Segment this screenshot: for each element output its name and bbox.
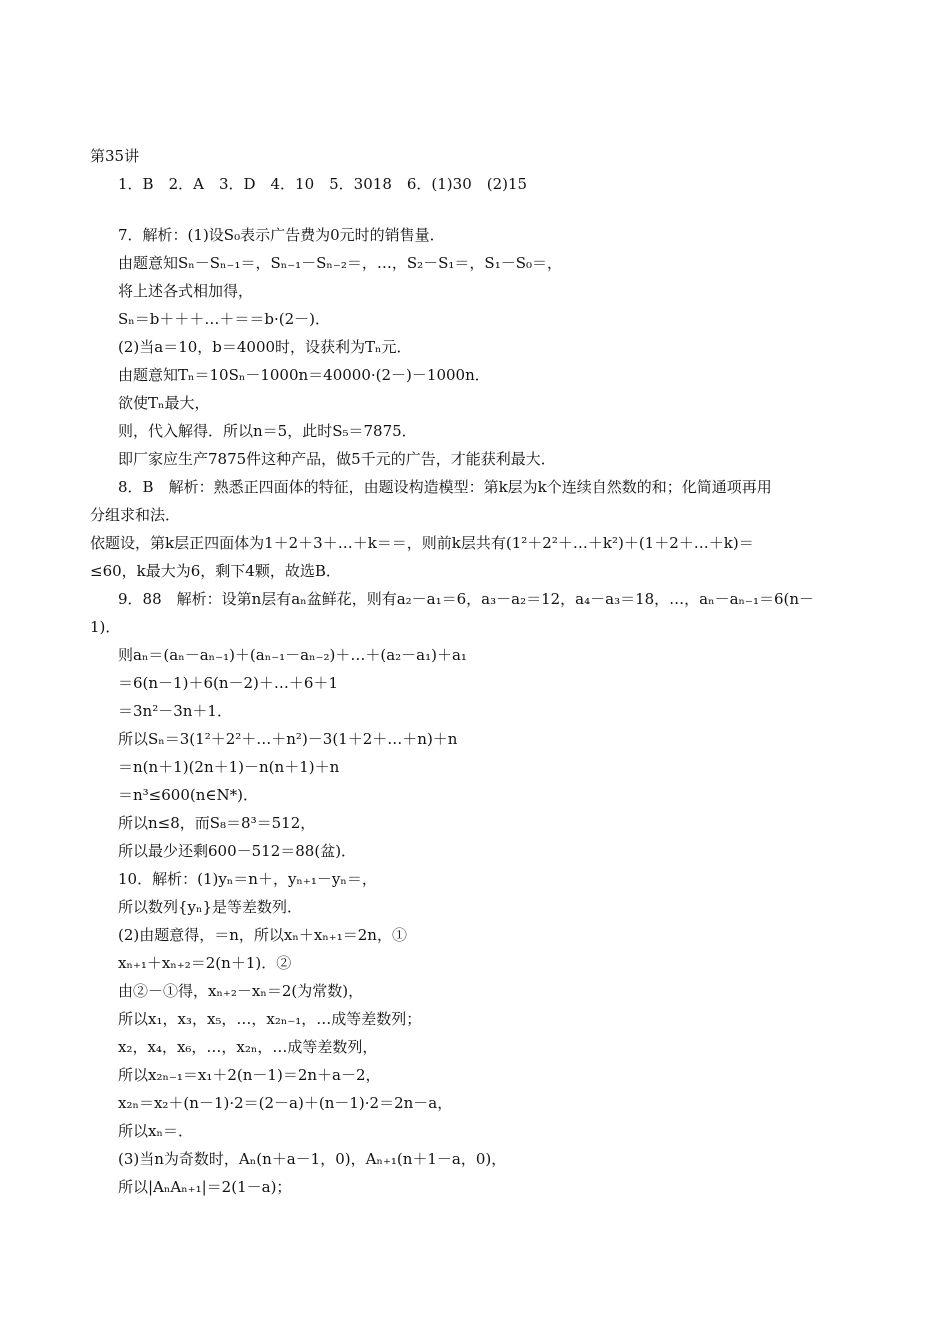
solution-line: 依题设，第k层正四面体为1＋2＋3＋…＋k＝＝，则前k层共有(1²＋2²＋…＋k²)＋(1＋2＋…＋k)＝ <box>90 534 754 552</box>
solution-line: 所以x₂ₙ₋₁＝x₁＋2(n－1)＝2n＋a－2， <box>118 1066 381 1084</box>
solution-line: 所以最少还剩600－512＝88(盆)． <box>118 842 357 860</box>
solution-line: (3)当n为奇数时，Aₙ(n＋a－1，0)，Aₙ₊₁(n＋1－a，0)， <box>118 1150 507 1168</box>
solution-line: ＝3n²－3n＋1． <box>118 702 232 720</box>
solution-line: (2)当a＝10，b＝4000时，设获利为Tₙ元． <box>118 338 412 356</box>
solution-line: 由题意知Sₙ－Sₙ₋₁＝，Sₙ₋₁－Sₙ₋₂＝，…，S₂－S₁＝，S₁－S₀＝， <box>118 254 563 272</box>
solution-line: ＝n(n＋1)(2n＋1)－n(n＋1)＋n <box>118 758 340 776</box>
solution-line: 7．解析：(1)设S₀表示广告费为0元时的销售量． <box>118 226 445 244</box>
solution-line: 由题意知Tₙ＝10Sₙ－1000n＝40000·(2－)－1000n． <box>118 366 490 384</box>
solution-line: 9．88 解析：设第n层有aₙ盆鲜花，则有a₂－a₁＝6，a₃－a₂＝12，a₄－a₃＝18，…，aₙ－aₙ₋₁＝6(n－ <box>118 590 815 608</box>
solution-line: (2)由题意得，＝n，所以xₙ＋xₙ₊₁＝2n，① <box>118 926 407 944</box>
solution-line: 即厂家应生产7875件这种产品，做5千元的广告，才能获利最大． <box>118 450 556 468</box>
solution-line: x₂ₙ＝x₂＋(n－1)·2＝(2－a)＋(n－1)·2＝2n－a， <box>118 1094 453 1112</box>
solution-line: 1)． <box>90 618 121 636</box>
answer-line: 1．B 2．A 3．D 4．10 5．3018 6．(1)30 (2)15 <box>118 175 528 193</box>
page-heading: 第35讲 <box>90 147 140 165</box>
solution-line: ＝n³≤600(n∈N*)． <box>118 786 258 804</box>
solution-line: 所以Sₙ＝3(1²＋2²＋…＋n²)－3(1＋2＋…＋n)＋n <box>118 730 458 748</box>
solution-line: 8．B 解析：熟悉正四面体的特征，由题设构造模型：第k层为k个连续自然数的和；化简通项再用 <box>118 478 772 496</box>
solution-line: 10．解析：(1)yₙ＝n＋，yₙ₊₁－yₙ＝， <box>118 870 377 888</box>
solution-line: 所以n≤8，而S₈＝8³＝512， <box>118 814 316 832</box>
solution-line: 所以|AₙAₙ₊₁|＝2(1－a)； <box>118 1178 292 1196</box>
solution-line: xₙ₊₁＋xₙ₊₂＝2(n＋1)．② <box>118 954 292 972</box>
solution-line: Sₙ＝b＋＋＋…＋＝＝b·(2－)． <box>118 310 330 328</box>
solution-line: 欲使Tₙ最大， <box>118 394 210 412</box>
solution-line: x₂，x₄，x₆，…，x₂ₙ，…成等差数列， <box>118 1038 378 1056</box>
solution-line: 所以xₙ＝． <box>118 1122 193 1140</box>
solution-line: ≤60，k最大为6，剩下4颗，故选B． <box>90 562 341 580</box>
solution-line: 则aₙ＝(aₙ－aₙ₋₁)＋(aₙ₋₁－aₙ₋₂)＋…＋(a₂－a₁)＋a₁ <box>118 646 467 664</box>
solution-line: 将上述各式相加得， <box>118 282 254 300</box>
solution-line: 由②－①得，xₙ₊₂－xₙ＝2(为常数)， <box>118 982 364 1000</box>
solution-line: 所以x₁，x₃，x₅，…，x₂ₙ₋₁，…成等差数列； <box>118 1010 422 1028</box>
solution-line: ＝6(n－1)＋6(n－2)＋…＋6＋1 <box>118 674 338 692</box>
solution-line: 分组求和法． <box>90 506 181 524</box>
solution-line: 所以数列{yₙ}是等差数列． <box>118 898 303 916</box>
solution-line: 则，代入解得．所以n＝5，此时S₅＝7875． <box>118 422 417 440</box>
